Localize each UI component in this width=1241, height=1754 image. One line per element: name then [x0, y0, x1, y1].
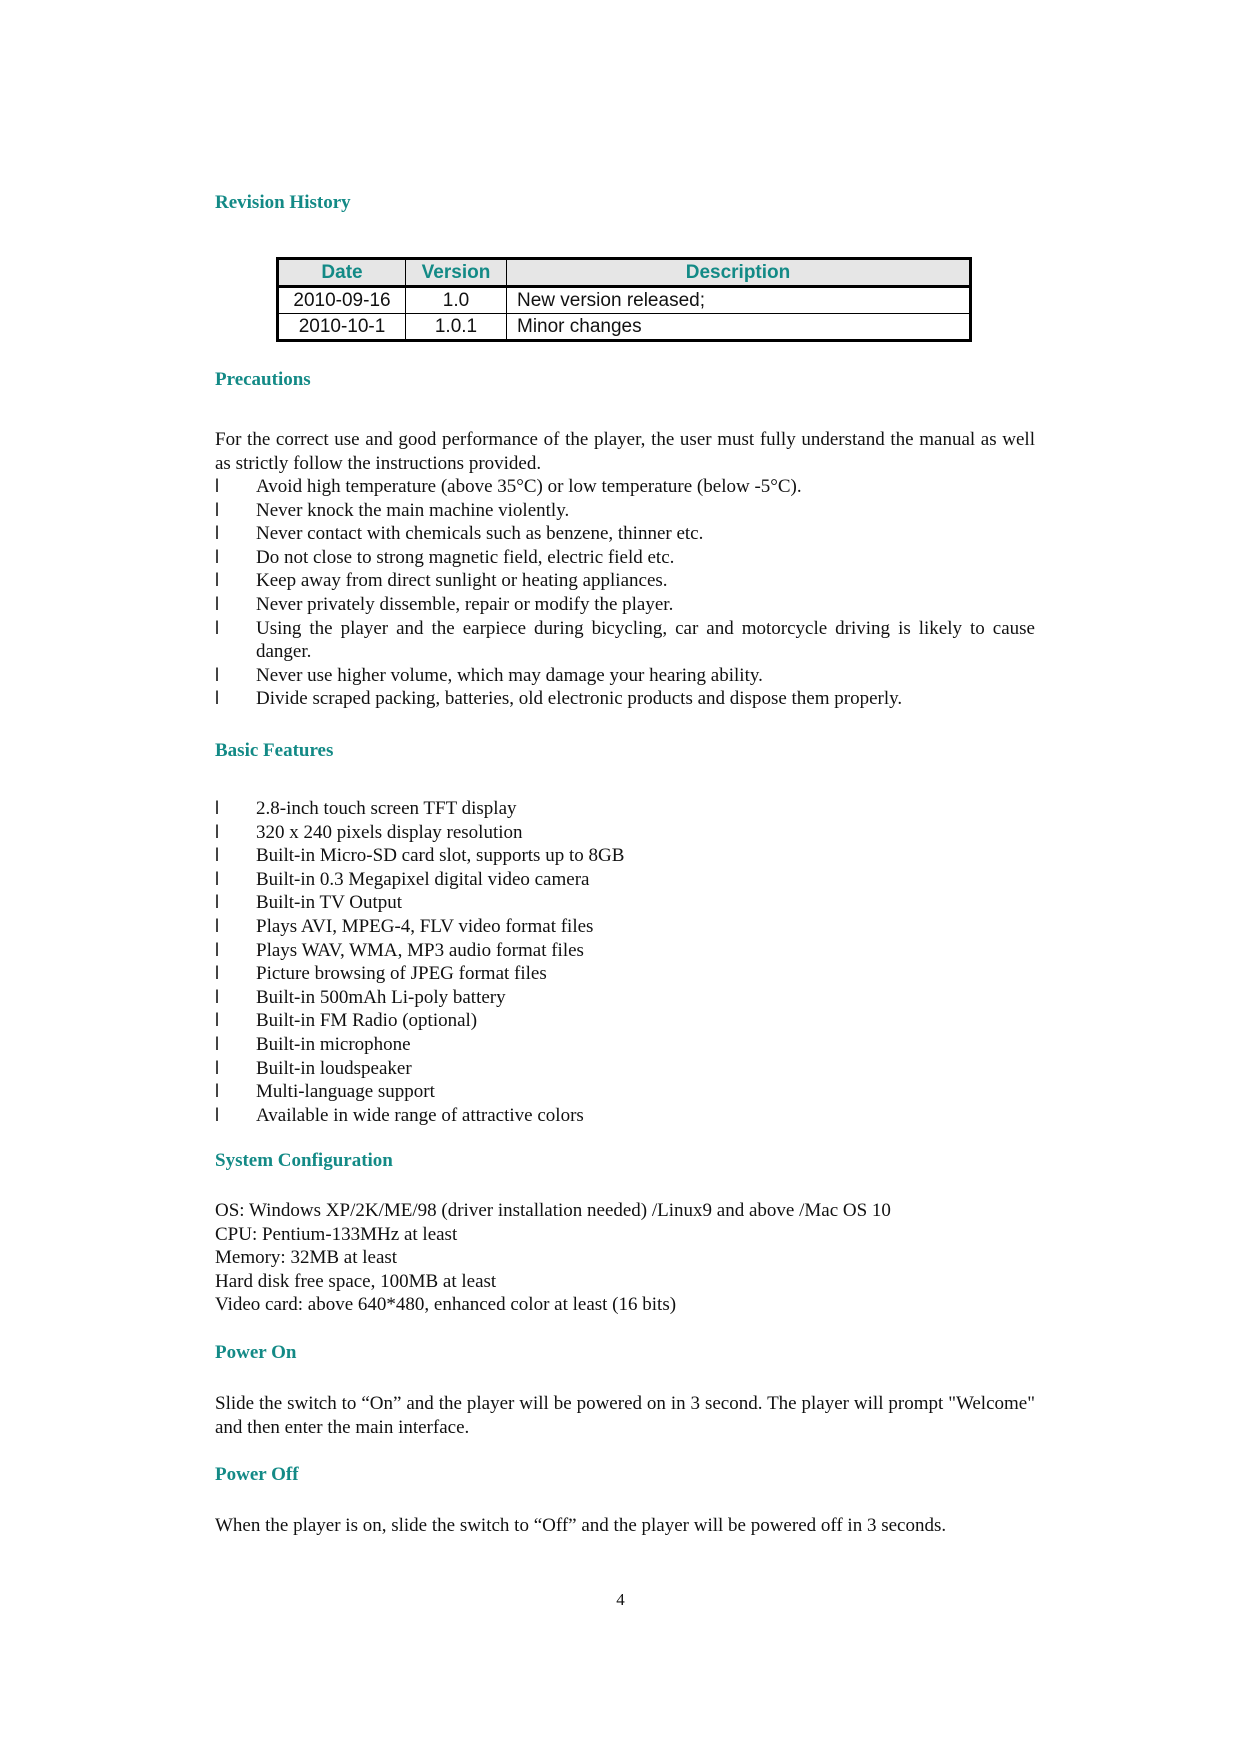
- list-item-text: Never knock the main machine violently.: [256, 499, 570, 521]
- list-item-text: Never privately dissemble, repair or modify the player.: [256, 593, 674, 615]
- bullet-icon: l: [215, 570, 219, 591]
- list-item: [215, 821, 1035, 845]
- list-item-text: Available in wide range of attractive colors: [256, 1104, 584, 1126]
- bullet-icon: l: [215, 915, 219, 936]
- table-header-row: [278, 259, 971, 287]
- list-item-text: Using the player and the earpiece during bicycling, car and motorcycle driving is likely to cause danger.: [256, 617, 1035, 663]
- cell-version: 1.0: [406, 287, 507, 314]
- page-number: 4: [616, 1590, 625, 1609]
- list-item-text: Keep away from direct sunlight or heating appliances.: [256, 570, 668, 592]
- list-item-text: Plays AVI, MPEG-4, FLV video format files: [256, 915, 594, 937]
- precautions-list: [215, 475, 1035, 711]
- bullet-icon: l: [215, 845, 219, 866]
- bullet-icon: l: [215, 1081, 219, 1102]
- bullet-icon: l: [215, 593, 219, 614]
- list-item-text: Do not close to strong magnetic field, electric field etc.: [256, 546, 675, 568]
- list-item-text: Picture browsing of JPEG format files: [256, 963, 547, 985]
- config-line: Hard disk free space, 100MB at least: [215, 1270, 497, 1292]
- list-item-text: Divide scraped packing, batteries, old electronic products and dispose them properly.: [256, 688, 903, 710]
- bullet-icon: l: [215, 1057, 219, 1078]
- list-item-text: Multi-language support: [256, 1081, 435, 1103]
- system-configuration-lines: [215, 1199, 891, 1317]
- power-on-text: Slide the switch to “On” and the player will be powered on in 3 second. The player will prompt "Welcome" and then enter the main interface.: [215, 1393, 1035, 1438]
- list-item: [215, 569, 1035, 593]
- bullet-icon: l: [215, 1033, 219, 1054]
- column-header-description: Description: [507, 259, 971, 287]
- precautions-intro: For the correct use and good performance of the player, the user must fully understand the manual as well as strictly follow the instructions provided.: [215, 429, 1035, 474]
- list-item: [215, 868, 1035, 892]
- list-item: [215, 986, 1035, 1010]
- bullet-icon: l: [215, 986, 219, 1007]
- bullet-icon: l: [215, 868, 219, 889]
- list-item: [215, 475, 1035, 499]
- bullet-icon: l: [215, 798, 219, 818]
- config-line: Memory: 32MB at least: [215, 1247, 398, 1269]
- list-item-text: Built-in 500mAh Li-poly battery: [256, 986, 506, 1008]
- bullet-icon: l: [215, 523, 219, 544]
- basic-features-list: [215, 797, 1035, 1127]
- system-configuration-heading: System Configuration: [215, 1150, 393, 1171]
- bullet-icon: l: [215, 499, 219, 520]
- config-line: CPU: Pentium-133MHz at least: [215, 1223, 458, 1245]
- list-item: [215, 687, 1035, 711]
- list-item: [215, 546, 1035, 570]
- bullet-icon: l: [215, 963, 219, 984]
- cell-date: 2010-09-16: [278, 287, 406, 314]
- bullet-icon: l: [215, 688, 219, 709]
- config-line: Video card: above 640*480, enhanced color at least (16 bits): [215, 1294, 677, 1316]
- list-item: [215, 499, 1035, 523]
- bullet-icon: l: [215, 1010, 219, 1031]
- list-item: [215, 664, 1035, 688]
- cell-description: Minor changes: [507, 314, 971, 341]
- list-item: [215, 797, 1035, 821]
- bullet-icon: l: [215, 546, 219, 567]
- column-header-version: Version: [406, 259, 507, 287]
- list-item: [215, 1104, 1035, 1128]
- list-item: [215, 1057, 1035, 1081]
- cell-date: 2010-10-1: [278, 314, 406, 341]
- list-item: [215, 1033, 1035, 1057]
- config-line: OS: Windows XP/2K/ME/98 (driver installation needed) /Linux9 and above /Mac OS 10: [215, 1200, 891, 1221]
- list-item-text: Built-in loudspeaker: [256, 1057, 412, 1079]
- list-item-text: Built-in TV Output: [256, 892, 403, 914]
- list-item: [215, 1009, 1035, 1033]
- table-row: [278, 287, 971, 314]
- revision-history-heading: Revision History: [215, 192, 351, 213]
- list-item: [215, 939, 1035, 963]
- cell-version: 1.0.1: [406, 314, 507, 341]
- list-item-text: Built-in Micro-SD card slot, supports up to 8GB: [256, 845, 625, 867]
- list-item: [215, 844, 1035, 868]
- list-item: [215, 522, 1035, 546]
- power-off-heading: Power Off: [215, 1464, 299, 1485]
- list-item: [215, 1080, 1035, 1104]
- column-header-date: Date: [278, 259, 406, 287]
- list-item-text: Built-in microphone: [256, 1033, 411, 1055]
- list-item: [215, 962, 1035, 986]
- list-item: [215, 915, 1035, 939]
- list-item-text: Built-in FM Radio (optional): [256, 1010, 478, 1032]
- bullet-icon: l: [215, 939, 219, 960]
- precautions-heading: Precautions: [215, 369, 311, 390]
- list-item-text: 2.8-inch touch screen TFT display: [256, 798, 517, 819]
- power-off-text: When the player is on, slide the switch to “Off” and the player will be powered off in 3 seconds.: [215, 1515, 947, 1536]
- list-item-text: Built-in 0.3 Megapixel digital video camera: [256, 868, 590, 890]
- bullet-icon: l: [215, 892, 219, 913]
- bullet-icon: l: [215, 1104, 219, 1125]
- bullet-icon: l: [215, 617, 219, 638]
- list-item: [215, 593, 1035, 617]
- list-item: [215, 891, 1035, 915]
- list-item-text: Plays WAV, WMA, MP3 audio format files: [256, 939, 584, 961]
- list-item-text: Never contact with chemicals such as benzene, thinner etc.: [256, 523, 704, 545]
- bullet-icon: l: [215, 821, 219, 842]
- basic-features-heading: Basic Features: [215, 740, 334, 761]
- power-on-heading: Power On: [215, 1342, 297, 1363]
- revision-history-table: [276, 257, 972, 342]
- cell-description: New version released;: [507, 287, 971, 314]
- list-item: [215, 617, 1035, 664]
- bullet-icon: l: [215, 476, 219, 496]
- list-item-text: Avoid high temperature (above 35°C) or low temperature (below -5°C).: [256, 476, 802, 497]
- list-item-text: Never use higher volume, which may damage your hearing ability.: [256, 664, 763, 686]
- bullet-icon: l: [215, 664, 219, 685]
- list-item-text: 320 x 240 pixels display resolution: [256, 821, 523, 843]
- table-row: [278, 314, 971, 341]
